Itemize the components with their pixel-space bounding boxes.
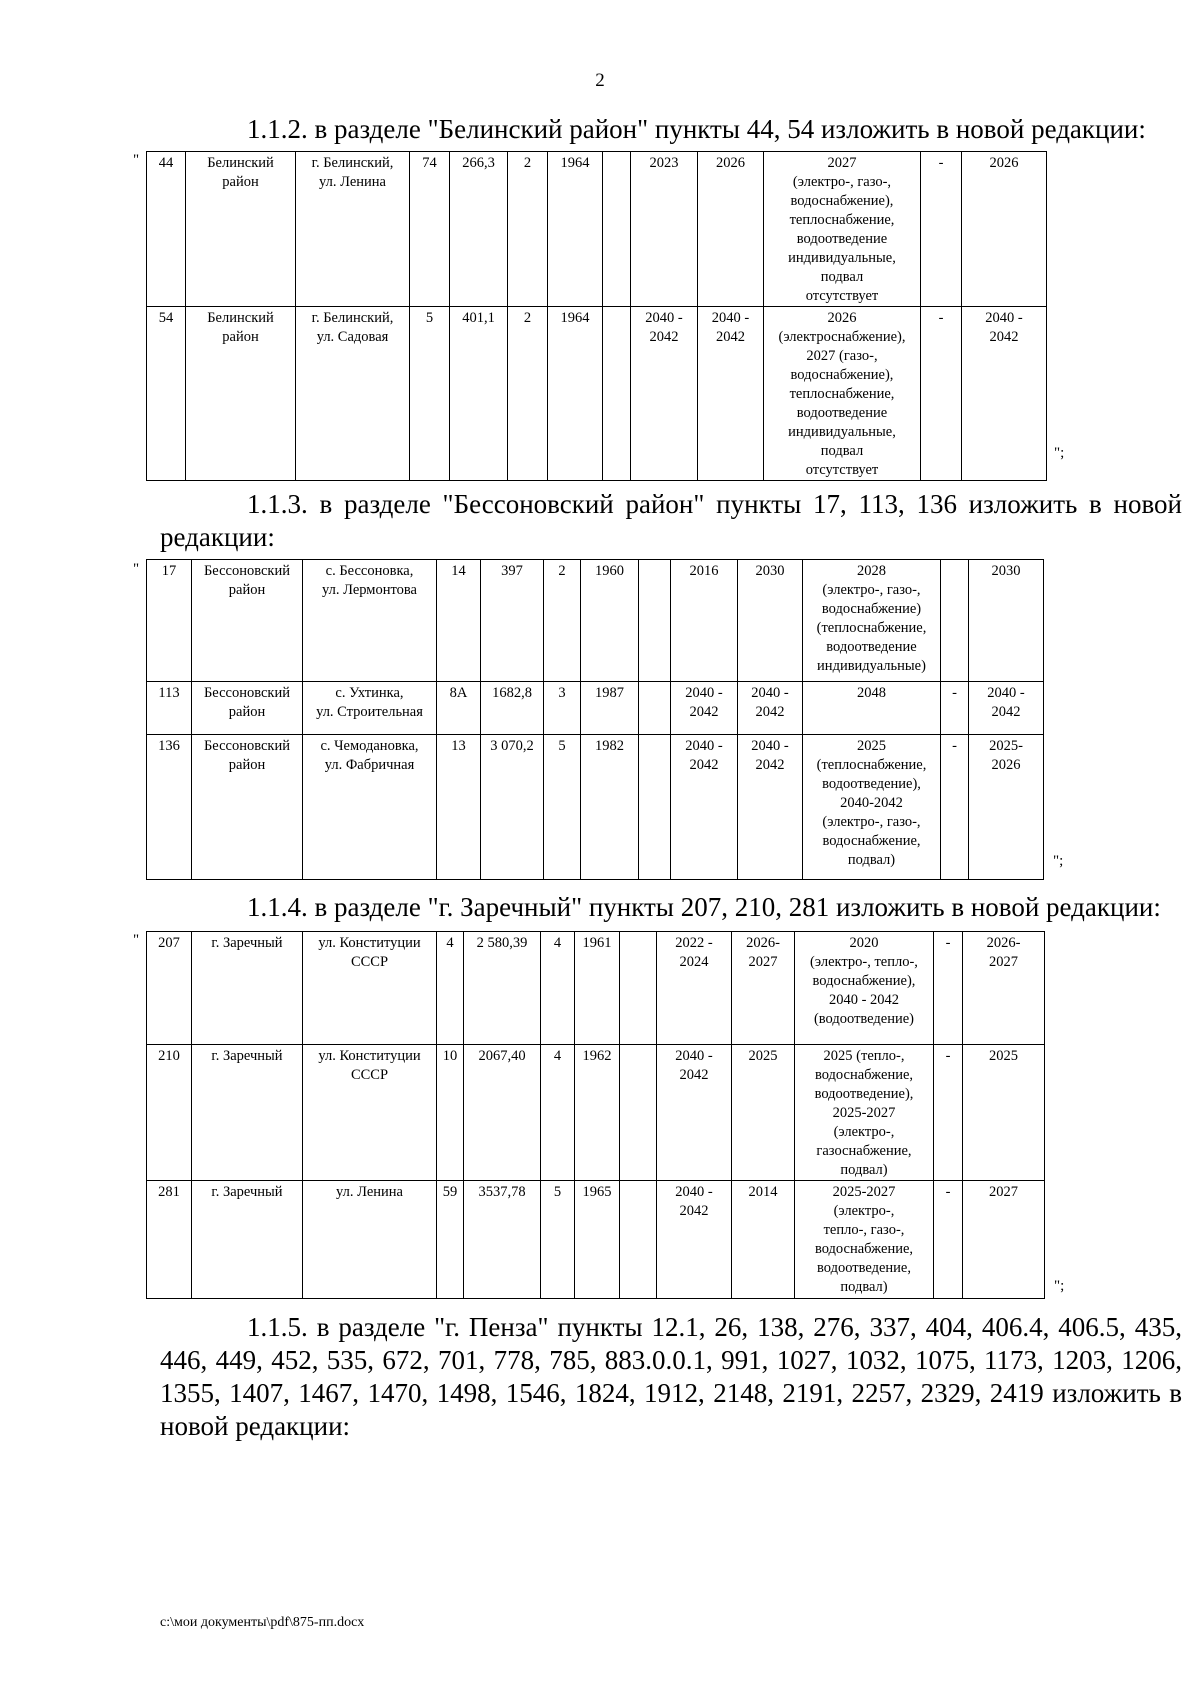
table-cell	[603, 307, 631, 481]
table-cell: г. Белинский, ул. Ленина	[296, 152, 410, 307]
table-cell: 2028 (электро-, газо-, водоснабжение) (теплоснабжение, водоотведение индивидуальные)	[803, 560, 941, 682]
section-heading-belinsky: 1.1.2. в разделе "Белинский район" пункты 44, 54 изложить в новой редакции:	[247, 114, 1146, 144]
table-cell: 2022 - 2024	[657, 932, 732, 1045]
table-cell: Бессоновский район	[192, 682, 303, 735]
table-cell	[941, 560, 969, 682]
table-cell: 4	[541, 1045, 575, 1181]
table-cell: 2026	[962, 152, 1047, 307]
table-cell: 210	[147, 1045, 192, 1181]
table-cell	[639, 735, 671, 880]
table-cell: 2040 - 2042	[969, 682, 1044, 735]
table-cell: 2025 (тепло-, водоснабжение, водоотведение), 2025-2027 (электро-, газоснабжение, подвал)	[795, 1045, 934, 1181]
table-cell: 2040 - 2042	[657, 1181, 732, 1299]
table-row	[147, 1045, 1045, 1181]
section-heading-bessonovsky: 1.1.3. в разделе "Бессоновский район" пункты 17, 113, 136 изложить в новой редакции:	[160, 489, 1182, 552]
table-cell: 2	[508, 152, 548, 307]
table-cell: 2025-2027 (электро-, тепло-, газо-, водоснабжение, водоотведение, подвал)	[795, 1181, 934, 1299]
table-zarechny	[146, 931, 1045, 1299]
table-cell: г. Заречный	[192, 1181, 303, 1299]
table-cell: Белинский район	[186, 307, 296, 481]
table-cell	[639, 560, 671, 682]
table-cell: 2040 - 2042	[698, 307, 764, 481]
table-cell: 1960	[581, 560, 639, 682]
table-cell: 3537,78	[464, 1181, 541, 1299]
table-cell: 1961	[575, 932, 620, 1045]
table-cell: 113	[147, 682, 192, 735]
table-cell: г. Белинский, ул. Садовая	[296, 307, 410, 481]
close-quote-mark: ";	[1054, 1278, 1065, 1294]
section-heading-zarechny: 1.1.4. в разделе "г. Заречный" пункты 207, 210, 281 изложить в новой редакции:	[247, 892, 1161, 922]
table-cell: 74	[410, 152, 450, 307]
table-cell: ул. Конституции СССР	[303, 932, 437, 1045]
table-cell: 2014	[732, 1181, 795, 1299]
table-cell: 5	[544, 735, 581, 880]
table-row	[147, 735, 1044, 880]
table-cell: 2030	[969, 560, 1044, 682]
table-cell: -	[934, 932, 963, 1045]
table-cell: 401,1	[450, 307, 508, 481]
section-heading-penza: 1.1.5. в разделе "г. Пенза" пункты 12.1, 26, 138, 276, 337, 404, 406.4, 406.5, 435, 446, 449, 452, 535, 672, 701, 778, 785, 883.0.0.1, 991, 1027, 1032, 1075, 1173, 1203, 1206, 1355, 1407, 1467, 1470, 1498, 1546, 1824, 1912, 2148, 2191, 2257, 2329, 2419 изложить в новой редакции:	[160, 1312, 1182, 1441]
table-cell: с. Бессоновка, ул. Лермонтова	[303, 560, 437, 682]
table-cell	[603, 152, 631, 307]
table-row	[147, 152, 1047, 307]
table-cell: 17	[147, 560, 192, 682]
table-cell: 2020 (электро-, тепло-, водоснабжение), 2040 - 2042 (водоотведение)	[795, 932, 934, 1045]
table-bessonovsky	[146, 559, 1044, 880]
open-quote-mark: "	[133, 152, 140, 168]
table-cell	[620, 1045, 657, 1181]
table-cell: -	[921, 307, 962, 481]
table-cell: 2067,40	[464, 1045, 541, 1181]
table-cell: 2026- 2027	[963, 932, 1045, 1045]
table-cell: с. Ухтинка, ул. Строительная	[303, 682, 437, 735]
table-belinsky	[146, 151, 1047, 481]
table-cell: ул. Конституции СССР	[303, 1045, 437, 1181]
table-row	[147, 1181, 1045, 1299]
open-quote-mark: "	[133, 561, 140, 577]
table-cell: 44	[147, 152, 186, 307]
table-cell: г. Заречный	[192, 932, 303, 1045]
table-row	[147, 307, 1047, 481]
table-cell: 8А	[437, 682, 481, 735]
table-cell: 207	[147, 932, 192, 1045]
table-cell: 2040 - 2042	[962, 307, 1047, 481]
table-cell: 1965	[575, 1181, 620, 1299]
table-cell: 5	[541, 1181, 575, 1299]
table-cell: 281	[147, 1181, 192, 1299]
table-cell: 2027	[963, 1181, 1045, 1299]
table-cell: 3 070,2	[481, 735, 544, 880]
table-cell: 1962	[575, 1045, 620, 1181]
table-cell: 2	[544, 560, 581, 682]
table-cell: 10	[437, 1045, 464, 1181]
table-cell: 2025 (теплоснабжение, водоотведение), 2040-2042 (электро-, газо-, водоснабжение, подвал)	[803, 735, 941, 880]
table-cell: -	[941, 735, 969, 880]
table-row	[147, 932, 1045, 1045]
footer-file-path: c:\мои документы\pdf\875-пп.docx	[160, 1615, 365, 1630]
table-cell: 1982	[581, 735, 639, 880]
table-cell: 2048	[803, 682, 941, 735]
table-cell: ул. Ленина	[303, 1181, 437, 1299]
table-cell: 2030	[738, 560, 803, 682]
table-row	[147, 560, 1044, 682]
table-cell: с. Чемодановка, ул. Фабричная	[303, 735, 437, 880]
table-cell: 4	[437, 932, 464, 1045]
table-cell: 2040 - 2042	[671, 682, 738, 735]
table-cell: 59	[437, 1181, 464, 1299]
table-cell: Бессоновский район	[192, 735, 303, 880]
table-cell	[639, 682, 671, 735]
page-number: 2	[595, 70, 605, 91]
table-cell: 14	[437, 560, 481, 682]
table-cell: Бессоновский район	[192, 560, 303, 682]
table-cell: 4	[541, 932, 575, 1045]
table-cell: 2 580,39	[464, 932, 541, 1045]
table-cell: 2027 (электро-, газо-, водоснабжение), теплоснабжение, водоотведение индивидуальные, подвал отсутствует	[764, 152, 921, 307]
table-cell: 1682,8	[481, 682, 544, 735]
table-cell: 3	[544, 682, 581, 735]
table-cell: -	[934, 1181, 963, 1299]
table-cell: 2025- 2026	[969, 735, 1044, 880]
table-cell: 2026- 2027	[732, 932, 795, 1045]
table-cell: 397	[481, 560, 544, 682]
table-cell: 2025	[963, 1045, 1045, 1181]
table-cell: 2016	[671, 560, 738, 682]
table-cell: 2040 - 2042	[738, 735, 803, 880]
table-cell: 1964	[548, 307, 603, 481]
table-cell: 2040 - 2042	[657, 1045, 732, 1181]
table-cell: Белинский район	[186, 152, 296, 307]
table-cell: 2026 (электроснабжение), 2027 (газо-, водоснабжение), теплоснабжение, водоотведение индивидуальные, подвал отсутствует	[764, 307, 921, 481]
table-cell: -	[941, 682, 969, 735]
table-cell: -	[934, 1045, 963, 1181]
table-cell: 266,3	[450, 152, 508, 307]
table-cell: 2023	[631, 152, 698, 307]
table-cell: 2040 - 2042	[738, 682, 803, 735]
table-cell: 13	[437, 735, 481, 880]
table-cell: 136	[147, 735, 192, 880]
open-quote-mark: "	[133, 932, 140, 948]
close-quote-mark: ";	[1053, 853, 1064, 869]
table-cell: г. Заречный	[192, 1045, 303, 1181]
table-cell: 2040 - 2042	[671, 735, 738, 880]
table-cell: -	[921, 152, 962, 307]
table-cell: 2040 - 2042	[631, 307, 698, 481]
table-row	[147, 682, 1044, 735]
table-cell: 2	[508, 307, 548, 481]
table-cell: 54	[147, 307, 186, 481]
table-cell: 1964	[548, 152, 603, 307]
table-cell	[620, 932, 657, 1045]
table-cell: 2026	[698, 152, 764, 307]
table-cell	[620, 1181, 657, 1299]
close-quote-mark: ";	[1054, 445, 1065, 461]
table-cell: 5	[410, 307, 450, 481]
table-cell: 1987	[581, 682, 639, 735]
table-cell: 2025	[732, 1045, 795, 1181]
